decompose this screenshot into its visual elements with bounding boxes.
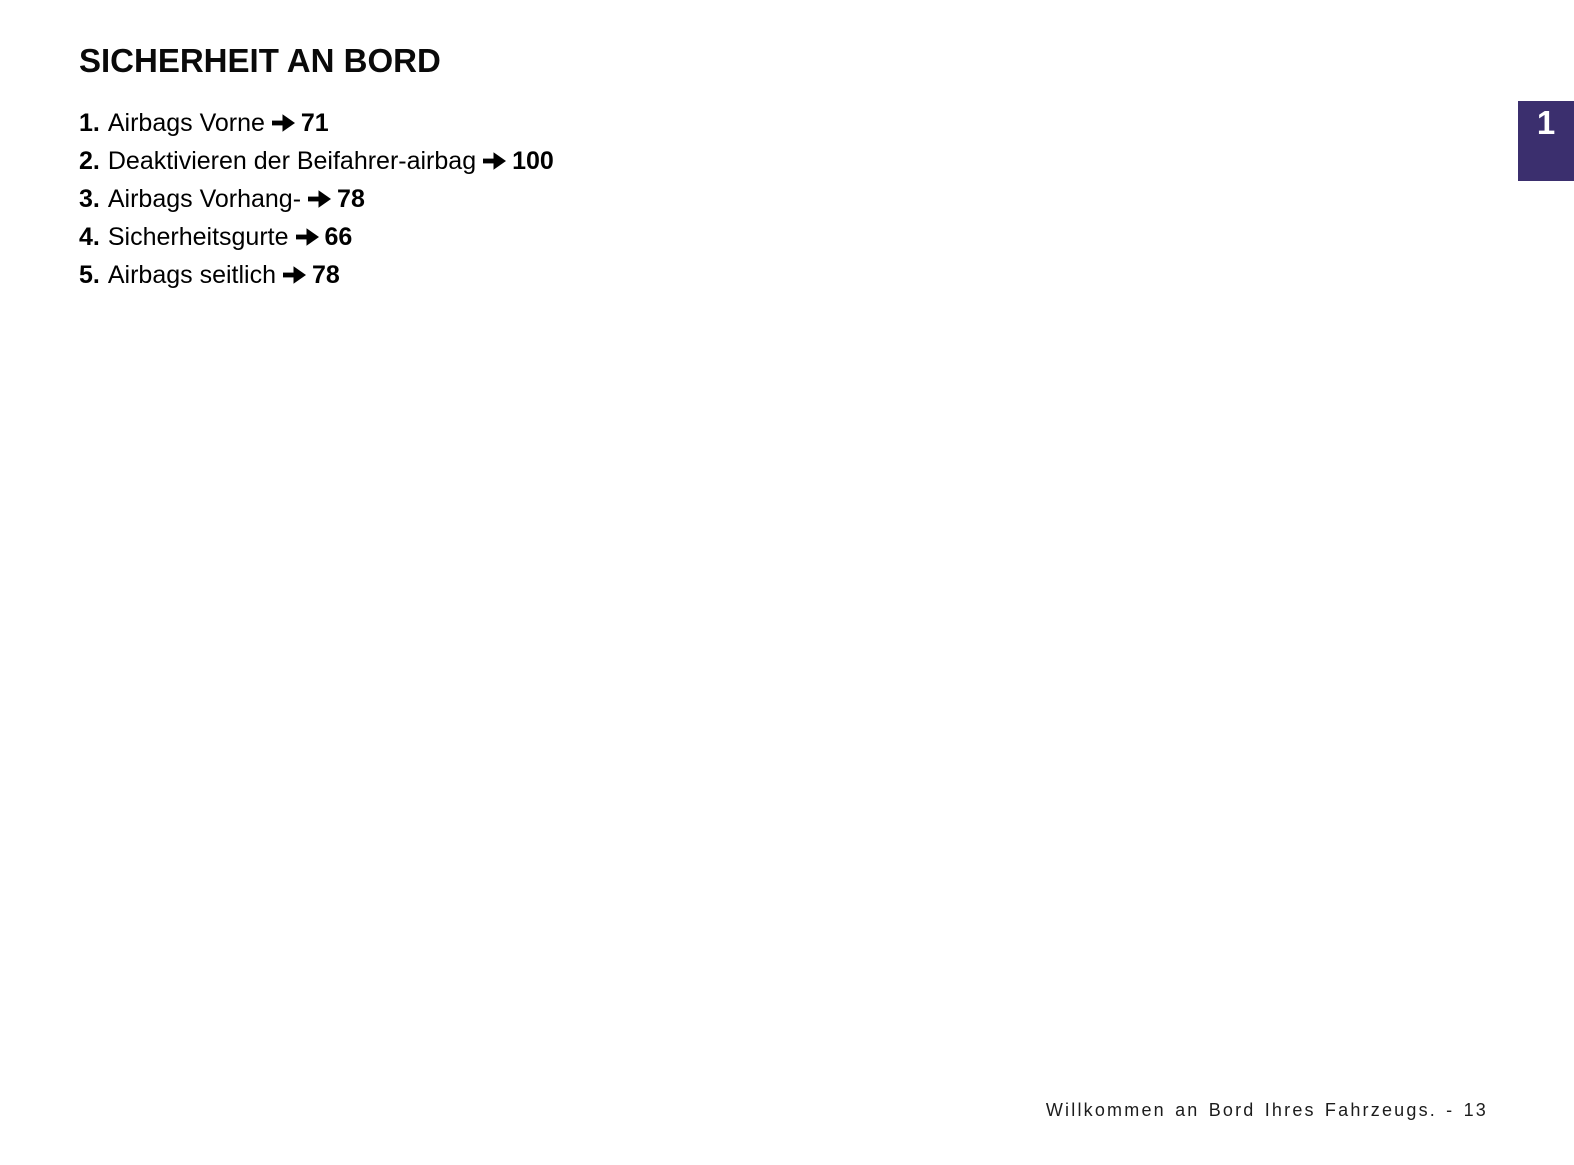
arrow-right-icon bbox=[308, 190, 331, 208]
toc-item-page-ref: 66 bbox=[324, 223, 353, 251]
arrow-right-icon bbox=[283, 266, 306, 284]
toc-item-page-ref: 100 bbox=[512, 147, 554, 175]
toc-item-label: Sicherheitsgurte bbox=[107, 223, 289, 251]
arrow-right-icon bbox=[272, 114, 295, 132]
toc-item bbox=[79, 218, 554, 256]
toc-item bbox=[79, 142, 554, 180]
toc-item-label: Airbags Vorne bbox=[107, 109, 265, 137]
toc-item-number: 1. bbox=[79, 109, 100, 137]
toc-item-page-ref: 78 bbox=[312, 261, 340, 289]
toc-item-label: Deaktivieren der Beifahrer-airbag bbox=[107, 147, 477, 175]
arrow-right-icon bbox=[296, 228, 319, 246]
toc-item bbox=[79, 256, 554, 294]
toc-item-page-ref: 78 bbox=[337, 185, 365, 213]
toc-item-number: 4. bbox=[79, 223, 100, 251]
toc-item-number: 3. bbox=[79, 185, 100, 213]
toc-item-number: 2. bbox=[79, 147, 100, 175]
toc-item-number: 5. bbox=[79, 261, 100, 289]
toc-item-label: Airbags seitlich bbox=[107, 261, 276, 289]
page-title: SICHERHEIT AN BORD bbox=[79, 42, 441, 79]
arrow-right-icon bbox=[483, 152, 506, 170]
page-footer: Willkommen an Bord Ihres Fahrzeugs. - 13 bbox=[1045, 1100, 1488, 1120]
toc-item-label: Airbags Vorhang- bbox=[107, 185, 302, 213]
toc-item bbox=[79, 180, 554, 218]
chapter-tab bbox=[1518, 101, 1574, 181]
toc-item bbox=[79, 104, 554, 142]
toc-list bbox=[79, 104, 554, 294]
toc-item-page-ref: 71 bbox=[300, 109, 329, 137]
chapter-tab-number: 1 bbox=[1536, 104, 1556, 141]
